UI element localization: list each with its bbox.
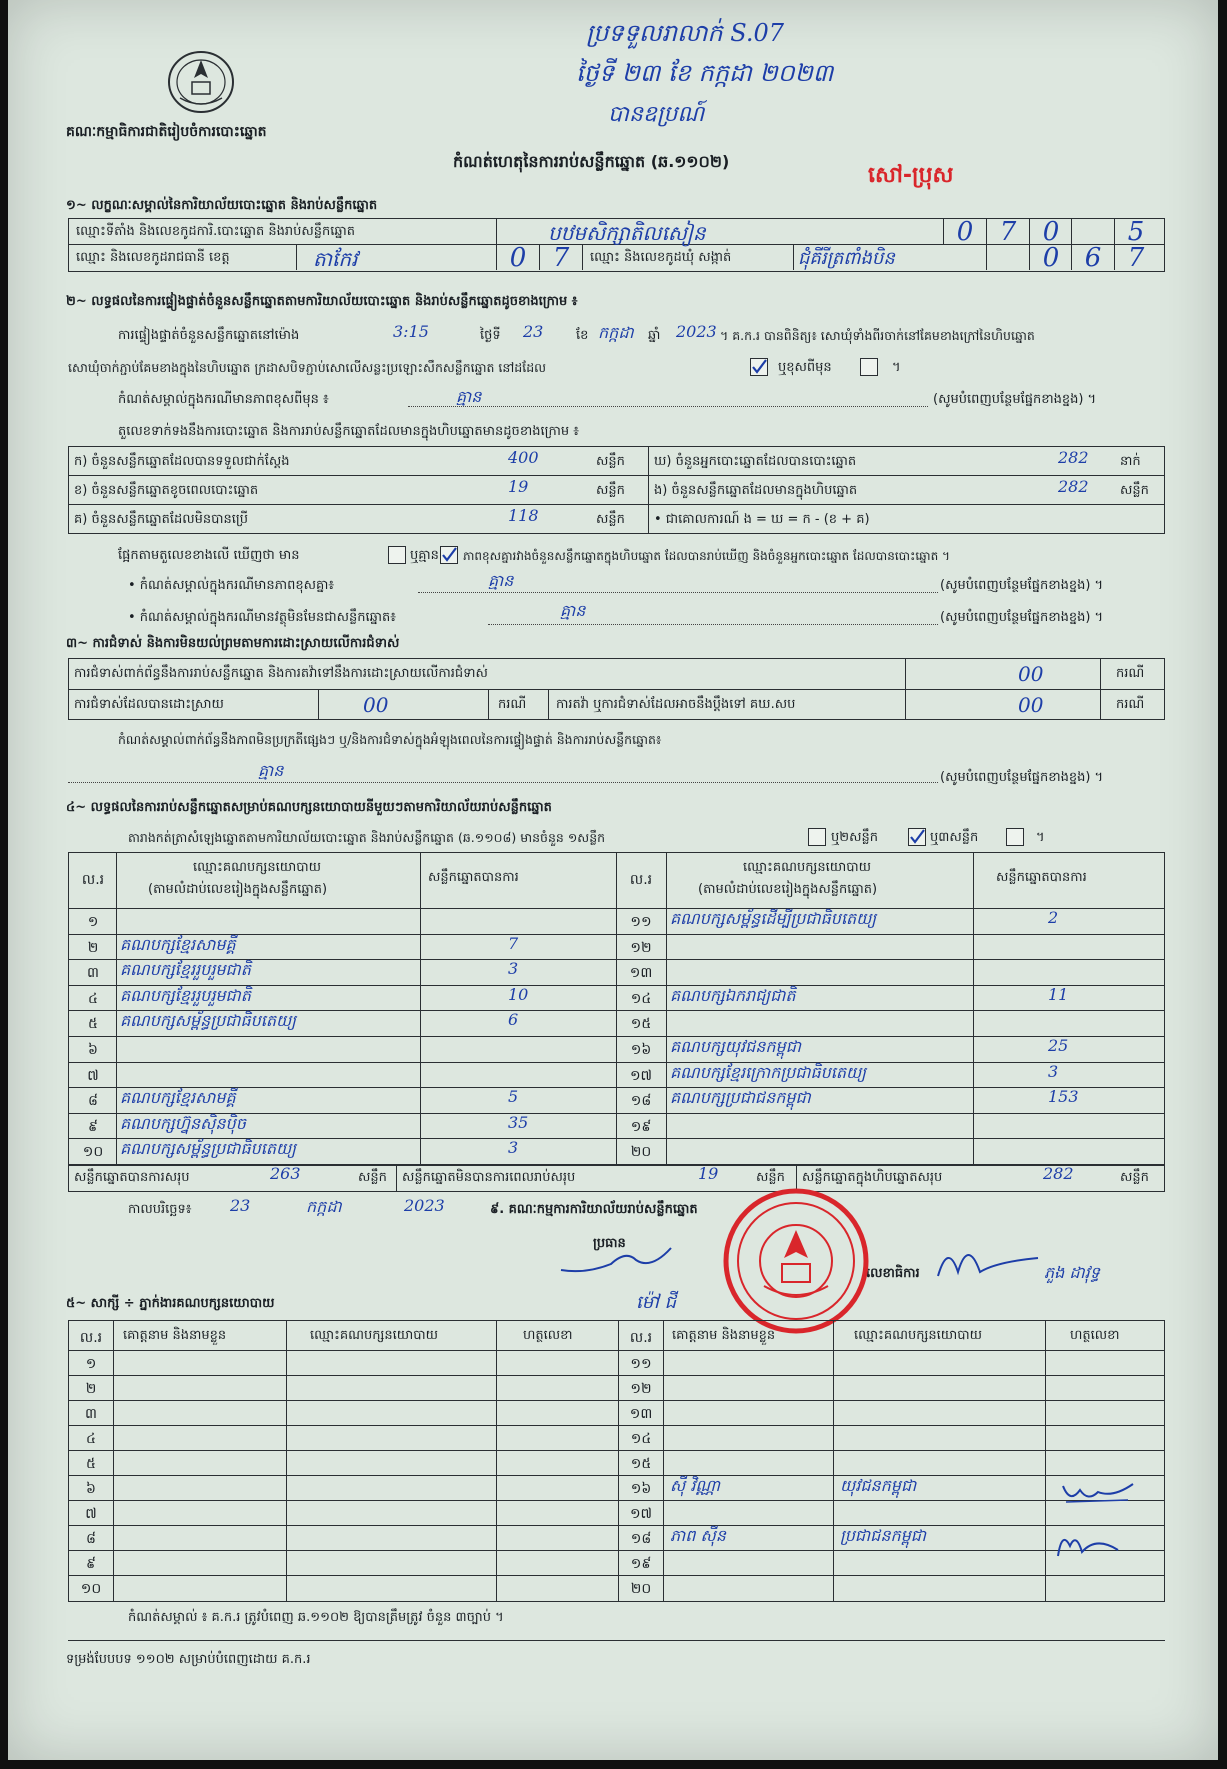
total-invalid-value: 19: [698, 1164, 719, 1183]
handwritten-receipt-2: ថ្ងៃទី ២៣ ខែ កក្កដា ២០២៣: [576, 59, 834, 87]
witness-right-sign-header: ហត្ថលេខា: [1070, 1328, 1120, 1343]
results-row-votes: 7: [508, 933, 519, 953]
results-row-votes: 11: [1048, 984, 1069, 1004]
sheet-count-line: តារាងកត់ត្រាសំឡេងឆ្នោតតាមការិយាល័យបោះឆ្នោត និងរាប់សន្លឹកឆ្នោត (ឆ.១១០៨) មានចំនួន ១សន្លឹក: [128, 830, 606, 845]
province-code-digit-2: 7: [552, 243, 570, 273]
results-row-votes: 6: [508, 1010, 519, 1030]
verify-month: កក្កដា: [598, 323, 634, 342]
results-row-party: គណបក្សសម្ព័ន្ធដើម្បីប្រជាធិបតេយ្យ: [670, 909, 877, 928]
results-row-no: ១៣: [629, 965, 653, 982]
sheet-one-checkbox[interactable]: [808, 828, 826, 846]
ballot-row-b-value: 19: [508, 477, 529, 496]
results-row-votes: 25: [1048, 1036, 1069, 1055]
diff-line-a: ផ្អែកតាមតួលេខខាងលើ ឃើញថា មាន: [118, 548, 300, 563]
verify-note-suffix: (សូមបំពេញបន្ថែមផ្នែកខាងខ្នង) ។: [933, 392, 1097, 407]
ballot-formula: • ជាគោលការណ៍ ង = ឃ = ក - (ខ + គ): [654, 512, 870, 527]
witness-row-no: ១៣: [629, 1406, 653, 1422]
date-label: កាលបរិច្ឆេទ៖: [128, 1202, 192, 1217]
verify-line-e: ។ គ.ក.រ បានពិនិត្យ៖ សោឃុំទាំងពីរចាក់នៅគែមខាងក្រៅនៃហិបឆ្នោត: [720, 328, 1035, 343]
results-row-party: គណបក្សហ្វ៊ុនស៊ិនប៉ិច: [120, 1113, 246, 1133]
date-month: កក្កដា: [306, 1197, 342, 1216]
results-row-party: គណបក្សឯករាជ្យជាតិ: [670, 985, 796, 1005]
province-code-digit-1: 0: [509, 243, 527, 273]
ballot-row-b-label: ខ) ចំនួនសន្លឹកឆ្នោតខូចពេលបោះឆ្នោត: [74, 483, 259, 498]
handwritten-receipt-3: បានឧប្រណ៍: [608, 102, 705, 127]
official-seal-icon: [716, 1186, 876, 1336]
objection-row2-value: 00: [363, 693, 389, 717]
results-left-party-header: ឈ្មោះគណបក្សនយោបាយ: [193, 860, 321, 875]
sheet-three-checkbox[interactable]: [1006, 828, 1024, 846]
verify-line-b: ថ្ងៃទី: [480, 328, 501, 343]
results-row-no: ៥: [88, 1016, 98, 1033]
results-row-votes: 3: [508, 1138, 519, 1158]
witness-16-signature-icon: [1058, 1478, 1138, 1508]
date-year: 2023: [404, 1196, 445, 1215]
ballot-row-e-unit: សន្លឹក: [1120, 483, 1149, 498]
results-left-votes-header: សន្លឹកឆ្នោតបានការ: [428, 870, 519, 885]
witness-row-no: ៥: [86, 1456, 96, 1472]
results-row-votes: 35: [508, 1112, 529, 1132]
total-invalid-unit: សន្លឹក: [756, 1170, 785, 1185]
nonballot-note-label: • កំណត់សម្គាល់ក្នុងករណីមានវត្ថុមិនមែនជាសន្លឹកឆ្នោត៖: [128, 610, 396, 625]
commune-value: ជុំគីរីត្រពាំងបិន: [798, 248, 895, 269]
results-row-no: ១២: [630, 939, 652, 956]
witness-row-party: យុវជនកម្ពុជា: [840, 1476, 917, 1495]
witness-row-name: ភាព ស៊ីន: [670, 1526, 726, 1545]
nonballot-note-value: គ្មាន: [560, 601, 586, 620]
verify-day: 23: [523, 322, 544, 341]
results-row-no: ២: [87, 939, 99, 956]
signoff-label: ៩. គណៈកម្មការការិយាល័យរាប់សន្លឹកឆ្នោត: [490, 1202, 698, 1217]
ballot-row-a-value: 400: [508, 448, 539, 467]
ballot-row-a-unit: សន្លឹក: [596, 454, 625, 469]
witness-row-no: ៣: [85, 1406, 97, 1422]
ballot-row-d-unit: នាក់: [1120, 454, 1141, 469]
diff-line-c: ភាពខុសគ្នារវាងចំនួនសន្លឹកឆ្នោតក្នុងហិបឆ្នោត ដែលបានរាប់ឃើញ និងចំនួនអ្នកបោះឆ្នោត ដែលបានបោះឆ្នោត ។: [463, 549, 950, 563]
verify-note-value: គ្មាន: [456, 387, 482, 406]
school-code-digit-2: 7: [999, 217, 1017, 247]
results-row-no: ១: [87, 914, 99, 930]
secretary-name: ភួង ដាវុទ្ធ: [1044, 1263, 1100, 1282]
results-left-no-header: ល.រ: [81, 872, 105, 888]
no-difference-checkbox[interactable]: [440, 546, 458, 564]
footer-note: កំណត់សម្គាល់ ៖ គ.ក.រ ត្រូវបំពេញ ឆ.១១០២ ឱ្យបានត្រឹមត្រូវ ចំនួន ៣ច្បាប់ ។: [128, 1610, 504, 1625]
ballot-row-c-label: គ) ចំនួនសន្លឹកឆ្នោតដែលមិនបានប្រើ: [74, 512, 248, 527]
section3-title: ៣~ ការជំទាស់ និងការមិនយល់ព្រមតាមការដោះស្រាយលើការជំទាស់: [66, 636, 400, 651]
witness-row-no: ៧: [85, 1506, 97, 1522]
same-as-before-checkbox[interactable]: [750, 358, 768, 376]
school-label: ឈ្មោះទីតាំង និងលេខកូដការិ.បោះឆ្នោត និងរាប់សន្លឹកឆ្នោត: [76, 224, 355, 239]
verify-line-c: ខែ: [576, 328, 589, 343]
ballot-row-a-label: ក) ចំនួនសន្លឹកឆ្នោតដែលបានទទួលជាក់ស្តែង: [74, 454, 290, 469]
witness-row-no: ១០: [80, 1581, 102, 1597]
witness-row-no: ១: [85, 1356, 97, 1372]
sheet-two-label: ឬ២សន្លឹក: [831, 830, 878, 845]
school-code-digit-1: 0: [956, 217, 974, 247]
witness-row-no: ១៥: [630, 1456, 652, 1472]
total-box-unit: សន្លឹក: [1120, 1170, 1149, 1185]
school-code-digit-4: 5: [1127, 217, 1145, 247]
results-row-votes: 3: [508, 959, 519, 979]
results-right-party-subheader: (តាមលំដាប់លេខរៀងក្នុងសន្លឹកឆ្នោត): [698, 882, 878, 897]
ballot-intro: តួលេខទាក់ទងនឹងការបោះឆ្នោត និងការរាប់សន្លឹកឆ្នោតដែលមានក្នុងហិបឆ្នោតមានដូចខាងក្រោម ៖: [118, 424, 579, 439]
totals-row: [68, 1164, 1165, 1192]
witness-right-name-header: គោត្តនាម និងនាមខ្លួន: [672, 1328, 776, 1343]
results-row-party: គណបក្សខ្មែរក្រោកប្រជាធិបតេយ្យ: [670, 1062, 867, 1082]
school-value: បឋមសិក្សាតិលសៀន: [548, 221, 706, 245]
ballot-row-c-value: 118: [508, 506, 539, 525]
date-day: 23: [230, 1196, 251, 1215]
commission-logo-icon: [166, 48, 236, 116]
witness-table: [68, 1320, 1165, 1602]
objection-row2-label: ការជំទាស់ដែលបានដោះស្រាយ: [74, 697, 224, 712]
section2-title: ២~ លទ្ធផលនៃការផ្ទៀងផ្ទាត់ចំនួនសន្លឹកឆ្នោតតាមការិយាល័យបោះឆ្នោត និងរាប់សន្លឹកឆ្នោតដូចខាងក្រោម ៖: [66, 294, 578, 309]
objection-row2b-label: ការតវ៉ា ឬការជំទាស់ដែលអាចនឹងប្តឹងទៅ គឃ.សប: [556, 697, 796, 712]
verify-year: 2023: [676, 322, 717, 341]
results-row-no: ១៧: [629, 1067, 653, 1084]
results-row-no: ៨: [88, 1093, 98, 1110]
results-row-no: ២០: [630, 1144, 652, 1161]
witness-row-no: ១៧: [629, 1506, 653, 1522]
results-row-party: គណបក្សខ្មែរសាមគ្គី: [120, 1088, 236, 1108]
results-row-no: ១០: [82, 1144, 104, 1161]
results-row-no: ៧: [87, 1067, 99, 1084]
witness-row-no: ១៩: [630, 1556, 652, 1572]
objection-note-suffix: (សូមបំពេញបន្ថែមផ្នែកខាងខ្នង) ។: [940, 770, 1104, 785]
footer-form: ទម្រង់បែបបទ ១១០២ សម្រាប់បំពេញដោយ គ.ក.រ: [66, 1652, 311, 1667]
objection-row1-label: ការជំទាស់ពាក់ព័ន្ធនឹងការរាប់សន្លឹកឆ្នោត និងការតវ៉ាទៅនឹងការដោះស្រាយលើការជំទាស់: [74, 666, 488, 681]
province-value: តាកែវ: [313, 247, 358, 271]
secretary-signature-icon: [928, 1232, 1048, 1288]
results-row-no: ៦: [88, 1042, 98, 1058]
witness-row-no: ១១: [630, 1356, 652, 1372]
ballot-row-e-value: 282: [1058, 477, 1089, 496]
ballot-row-d-value: 282: [1058, 448, 1089, 467]
changed-option-label: ឬខុសពីមុន: [778, 360, 832, 375]
sheet-three-label: ឬ៣សន្លឹក: [930, 830, 979, 845]
ballot-row-e-label: ង) ចំនួនសន្លឹកឆ្នោតដែលមានក្នុងហិបឆ្នោត: [654, 483, 858, 498]
form-paper: [8, 0, 1218, 1760]
diff-line-b: ឬគ្មាន: [410, 548, 439, 563]
results-row-no: ១៩: [630, 1118, 652, 1135]
witness-row-no: ៤: [86, 1431, 96, 1447]
witness-row-party: ប្រជាជនកម្ពុជា: [840, 1526, 927, 1545]
results-row-party: គណបក្សសម្ព័ន្ធប្រជាធិបតេយ្យ: [120, 1011, 297, 1031]
sheet-two-checkbox[interactable]: [908, 828, 926, 846]
verify-line-2: សោឃុំចាក់ភ្ជាប់គែមខាងក្នុងនៃហិបឆ្នោត ក្រដាសបិទភ្ជាប់សោលើសន្លះប្រឡោះសឹកសន្លឹកឆ្នោត នៅដដែល: [68, 360, 547, 375]
province-label: ឈ្មោះ និងលេខកូដរាជធានី ខេត្ត: [76, 250, 230, 265]
results-row-no: ៩: [88, 1118, 98, 1135]
results-right-no-header: ល.រ: [629, 872, 653, 888]
section1-title: ១~ លក្ខណៈសម្គាល់នៃការិយាល័យបោះឆ្នោត និងរាប់សន្លឹកឆ្នោត: [66, 198, 378, 213]
ballot-row-d-label: ឃ) ចំនួនអ្នកបោះឆ្នោតដែលបានបោះឆ្នោត: [654, 454, 857, 469]
has-difference-checkbox[interactable]: [388, 546, 406, 564]
witness-left-sign-header: ហត្ថលេខា: [523, 1328, 573, 1343]
results-row-no: ៤: [88, 990, 98, 1007]
nonballot-note-suffix: (សូមបំពេញបន្ថែមផ្នែកខាងខ្នង) ។: [940, 610, 1104, 625]
objection-row2b-value: 00: [1018, 693, 1044, 717]
diff-note-value: គ្មាន: [488, 571, 514, 590]
results-row-party: គណបក្សខ្មែររួបរួមជាតិ: [120, 960, 251, 980]
sheet-line-end: ។: [1036, 830, 1045, 845]
results-right-votes-header: សន្លឹកឆ្នោតបានការ: [996, 870, 1087, 885]
total-invalid-label: សន្លឹកឆ្នោតមិនបានការពេលរាប់សរុប: [402, 1170, 576, 1185]
commune-code-digit-1: 0: [1042, 243, 1060, 273]
changed-checkbox[interactable]: [860, 358, 878, 376]
results-row-party: គណបក្សខ្មែរសាមគ្គី: [120, 934, 236, 954]
results-left-party-subheader: (តាមលំដាប់លេខរៀងក្នុងសន្លឹកឆ្នោត): [148, 882, 328, 897]
results-row-no: ១១: [630, 914, 652, 930]
witness-row-no: ១៤: [630, 1431, 652, 1447]
secretary-label: លេខាធិការ: [866, 1266, 920, 1281]
objection-row2b-unit: ករណី: [1116, 697, 1145, 712]
objection-note-value: គ្មាន: [258, 761, 284, 780]
witness-row-no: ៦: [86, 1481, 96, 1497]
results-row-no: ១៤: [630, 990, 652, 1007]
school-code-digit-3: 0: [1042, 217, 1060, 247]
red-stamp-text: សៅ-ប្រុស: [868, 163, 954, 188]
results-row-votes: 3: [1048, 1061, 1059, 1081]
total-valid-label: សន្លឹកឆ្នោតបានការសរុប: [74, 1170, 190, 1185]
ballot-row-c-unit: សន្លឹក: [596, 512, 625, 527]
results-row-votes: 153: [1048, 1087, 1079, 1107]
total-box-label: សន្លឹកឆ្នោតក្នុងហិបឆ្នោតសរុប: [802, 1170, 943, 1185]
section4-title: ៤~ លទ្ធផលនៃការរាប់សន្លឹកឆ្នោតសម្រាប់គណបក្សនយោបាយនីមួយៗតាមការិយាល័យរាប់សន្លឹកឆ្នោត: [66, 800, 552, 815]
witness-left-no-header: ល.រ: [79, 1330, 103, 1346]
handwritten-receipt-1: ប្រទទួលរាលាក់ S.07: [586, 19, 785, 47]
commune-code-digit-3: 7: [1127, 243, 1145, 273]
verify-line-2-end: ។: [892, 360, 901, 375]
chair-name: ម៉ៅ ជី: [636, 1292, 676, 1313]
witness-row-no: ៩: [86, 1556, 96, 1572]
total-valid-value: 263: [270, 1164, 301, 1183]
witness-row-no: ២០: [630, 1581, 652, 1597]
results-row-no: ១៥: [630, 1016, 652, 1033]
results-row-party: គណបក្សប្រជាជនកម្ពុជា: [670, 1088, 811, 1108]
section5-title: ៥~ សាក្សី ÷ ភ្នាក់ងារគណបក្សនយោបាយ: [66, 1296, 275, 1311]
objection-note-label: កំណត់សម្គាល់ពាក់ព័ន្ធនឹងភាពមិនប្រក្រតីផ្សេងៗ ឬ/និងការជំទាស់ក្នុងអំឡុងពេលនៃការផ្ទៀងផ្ទាត់ និងការរាប់សន្លឹកឆ្នោត៖: [118, 732, 662, 747]
results-row-no: ១៨: [630, 1093, 652, 1110]
chair-signature-icon: [556, 1240, 676, 1280]
witness-left-name-header: គោត្តនាម និងនាមខ្លួន: [123, 1328, 227, 1343]
results-row-votes: 5: [508, 1087, 519, 1107]
diff-note-suffix: (សូមបំពេញបន្ថែមផ្នែកខាងខ្នង) ។: [940, 578, 1104, 593]
results-row-party: គណបក្សយុវជនកម្ពុជា: [670, 1037, 801, 1056]
witness-row-no: ៨: [86, 1531, 96, 1547]
witness-row-name: ស៊ី វិណ្ណា: [670, 1476, 721, 1495]
witness-row-no: ១៨: [630, 1531, 652, 1547]
results-row-votes: 2: [1048, 908, 1059, 927]
ballot-row-b-unit: សន្លឹក: [596, 483, 625, 498]
chair-label: ប្រធាន: [593, 1236, 626, 1251]
objection-row2-unit: ករណី: [498, 697, 527, 712]
witness-right-no-header: ល.រ: [629, 1330, 653, 1346]
results-row-party: គណបក្សសម្ព័ន្ធប្រជាធិបតេយ្យ: [120, 1139, 297, 1159]
commune-label: ឈ្មោះ និងលេខកូដឃុំ សង្កាត់: [590, 250, 732, 265]
verify-note-label: កំណត់សម្គាល់ក្នុងករណីមានភាពខុសពីមុន ៖: [118, 392, 329, 407]
results-row-no: ១៦: [630, 1042, 652, 1058]
verify-line-a: ការផ្ទៀងផ្ទាត់ចំនួនសន្លឹកឆ្នោតនៅម៉ោង: [118, 328, 300, 343]
diff-note-label: • កំណត់សម្គាល់ក្នុងករណីមានភាពខុសគ្នា៖: [128, 578, 335, 593]
verify-line-d: ឆ្នាំ: [648, 328, 661, 343]
total-box-value: 282: [1043, 1164, 1074, 1183]
witness-row-no: ១២: [630, 1381, 652, 1397]
objection-row1-value: 00: [1018, 662, 1044, 686]
results-row-votes: 10: [508, 984, 529, 1004]
results-right-party-header: ឈ្មោះគណបក្សនយោបាយ: [743, 860, 871, 875]
commune-code-digit-2: 6: [1084, 243, 1102, 273]
results-row-party: គណបក្សខ្មែររួបរួមជាតិ: [120, 985, 251, 1005]
witness-18-signature-icon: [1048, 1526, 1128, 1560]
witness-row-no: ២: [85, 1381, 97, 1397]
verify-time: 3:15: [393, 322, 429, 341]
objection-row1-unit: ករណី: [1116, 666, 1145, 681]
witness-left-party-header: ឈ្មោះគណបក្សនយោបាយ: [310, 1328, 438, 1343]
commission-line: គណៈកម្មាធិការជាតិរៀបចំការបោះឆ្នោត: [66, 124, 267, 140]
witness-row-no: ១៦: [630, 1481, 652, 1497]
witness-right-party-header: ឈ្មោះគណបក្សនយោបាយ: [854, 1328, 982, 1343]
results-row-no: ៣: [87, 965, 99, 982]
form-title: កំណត់ហេតុនៃការរាប់សន្លឹកឆ្នោត (ឆ.១១០២): [453, 152, 730, 171]
total-valid-unit: សន្លឹក: [358, 1170, 387, 1185]
